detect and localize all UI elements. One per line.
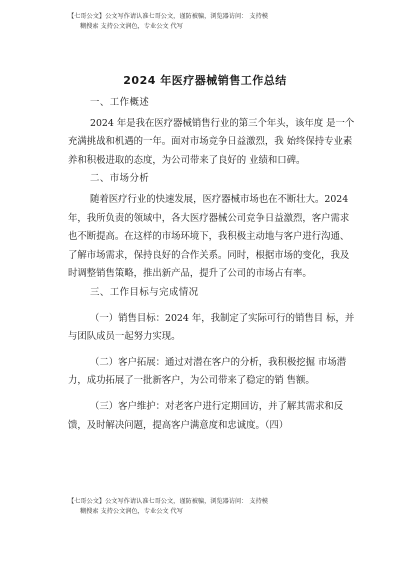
document-body <box>68 94 358 435</box>
document-title: 2024 年医疗器械销售工作总结 <box>123 74 287 87</box>
goal-item-customer-expansion: （二）客户拓展：通过对潜在客户的分析，我积极挖掘 市场潜力，成功拓展了一批新客户，为公司带来了稳定的销 售额。 <box>68 356 347 387</box>
section-heading-overview: 一、工作概述 <box>90 97 150 108</box>
section-heading-market: 二、市场分析 <box>90 173 150 185</box>
header-line-1: 【七哥公文】公文写作请认准七哥公文，谨防被骗，浏览器访问： 支持模 <box>68 13 268 20</box>
page-header-watermark <box>68 12 388 32</box>
paragraph-overview: 2024 年是我在医疗器械销售行业的第三个年头，该年度 是一个充满挑战和机遇的一年。面对市场竞争日益激烈，我 始终保持专业素养和积极进取的态度，为公司带来了良好的 业绩和口碑。 <box>68 117 355 166</box>
footer-line-2: 糊搜索 支持公文润色，专业公文 代写 <box>80 508 183 515</box>
section-heading-goals: 三、工作目标与完成情况 <box>90 286 199 298</box>
header-line-2: 糊搜索 支持公文润色，专业公文 代写 <box>80 23 183 30</box>
footer-line-1: 【七哥公文】公文写作请认准七哥公文，谨防被骗，浏览器访问： 支持模 <box>68 498 268 505</box>
goal-item-sales: （一）销售目标：2024 年，我制定了实际可行的销售目 标，并与团队成员一起努力实现。 <box>68 312 355 343</box>
page-footer-watermark <box>68 497 388 517</box>
goal-item-customer-maintenance: （三）客户维护：对老客户进行定期回访，并了解其需求和反馈，及时解决问题，提高客户满意度和忠诚度。（四） <box>68 400 344 431</box>
paragraph-market: 随着医疗行业的快速发展，医疗器械市场也在不断壮大。2024 年，我所负责的领域中，各大医疗器械公司竞争日益激烈，客户需求也不断提高。在这样的市场环境下，我积极主动地与客户进行沟通、了解市场需求，保持良好的合作关系。同时，根据市场的变化，我及时调整销售策略，推出新产品，提升了公司的市场占有率。 <box>68 193 350 280</box>
